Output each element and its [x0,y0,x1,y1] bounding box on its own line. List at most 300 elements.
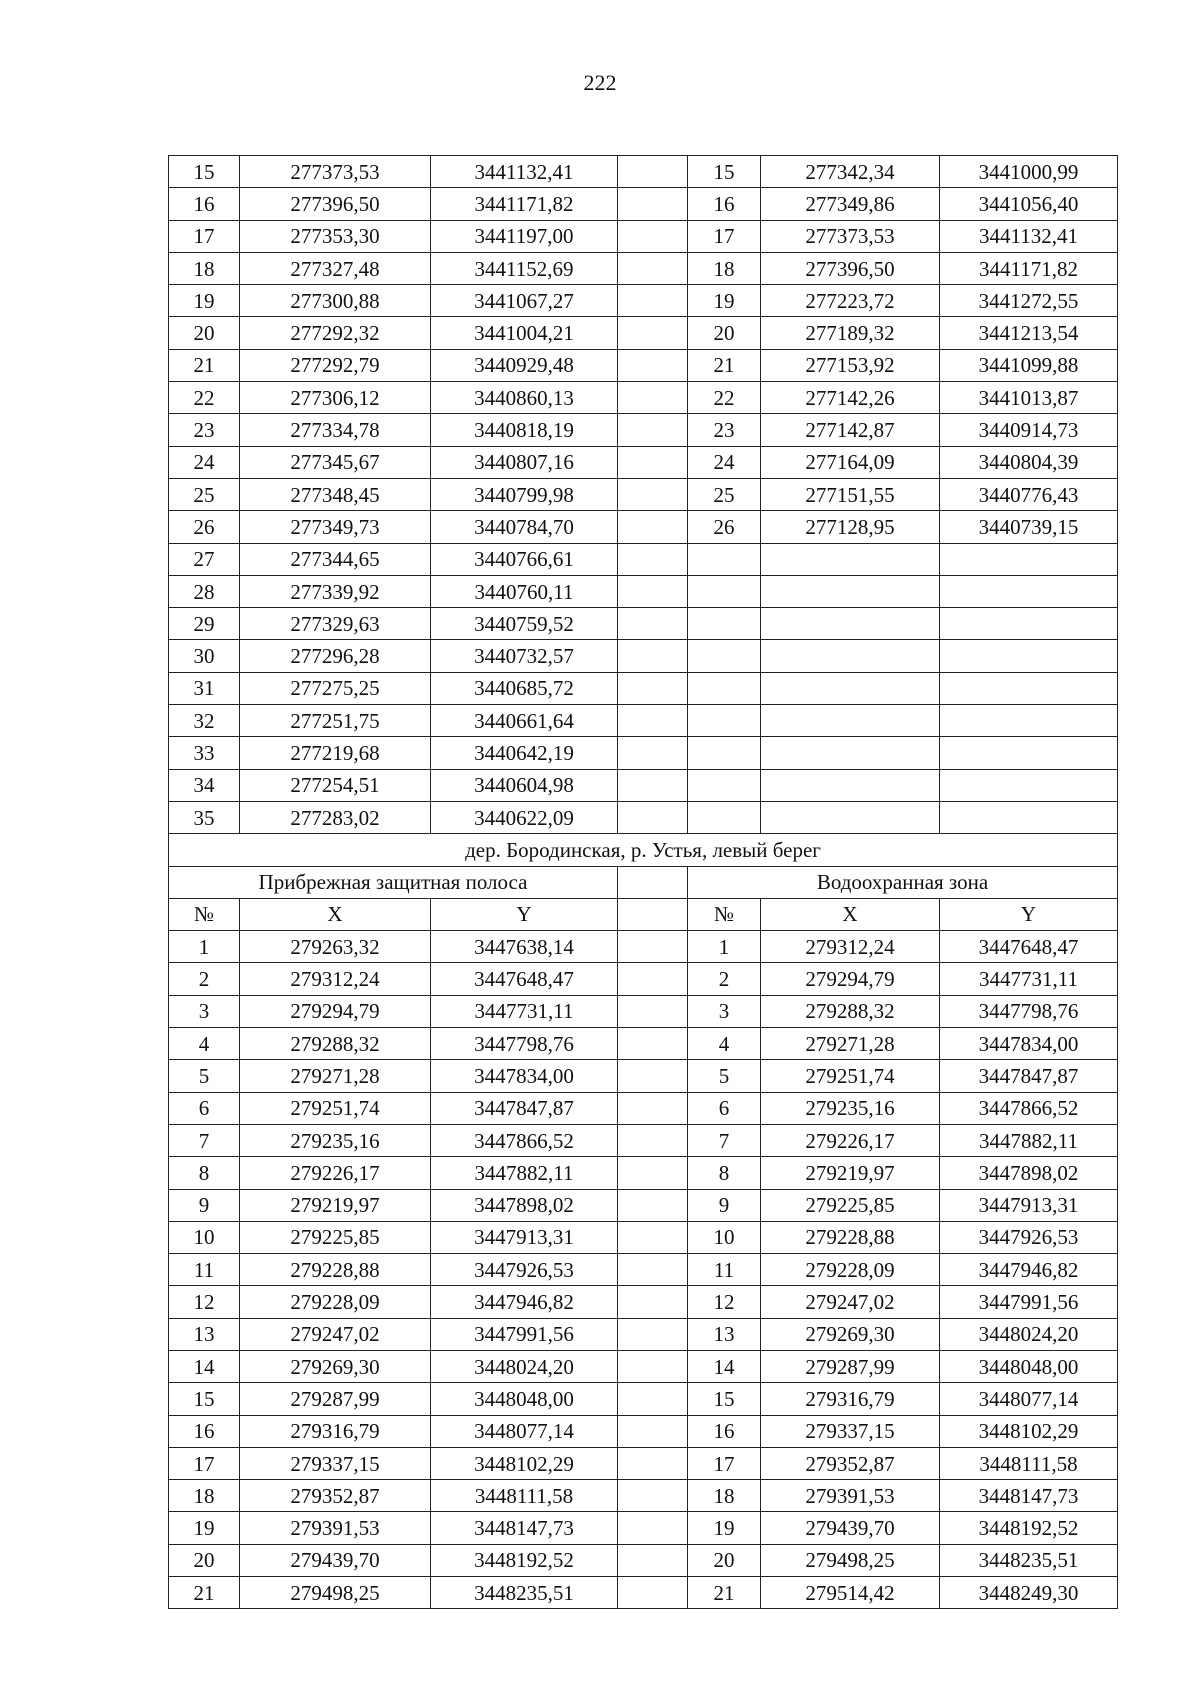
x-coordinate: 279228,09 [240,1286,431,1318]
gap-cell [618,1415,688,1447]
y-coordinate: 3441197,00 [431,220,618,252]
gap-cell [618,801,688,833]
x-coordinate: 279316,79 [240,1415,431,1447]
x-coordinate [761,640,940,672]
y-coordinate: 3448235,51 [940,1544,1118,1576]
point-number [688,608,761,640]
x-coordinate: 279269,30 [761,1318,940,1350]
x-coordinate: 279439,70 [240,1544,431,1576]
point-number: 20 [688,1544,761,1576]
table-row [169,995,1118,1027]
x-coordinate: 279498,25 [240,1577,431,1609]
point-number: 28 [169,575,240,607]
table-row [169,1480,1118,1512]
y-coordinate: 3448024,20 [431,1350,618,1382]
x-coordinate: 277296,28 [240,640,431,672]
y-coordinate: 3447946,82 [431,1286,618,1318]
gap-cell [618,349,688,381]
gap-cell [618,866,688,898]
x-coordinate: 277283,02 [240,801,431,833]
point-number: 12 [688,1286,761,1318]
table-row [169,931,1118,963]
x-coordinate: 279391,53 [240,1512,431,1544]
x-coordinate: 277396,50 [761,252,940,284]
x-coordinate: 277373,53 [761,220,940,252]
x-coordinate: 277142,87 [761,414,940,446]
point-number: 23 [169,414,240,446]
table-row [169,1221,1118,1253]
y-coordinate [940,543,1118,575]
table-row [169,1383,1118,1415]
gap-cell [618,575,688,607]
coordinate-table [168,155,1118,1609]
y-coordinate: 3447648,47 [940,931,1118,963]
table-row [169,543,1118,575]
x-coordinate: 279439,70 [761,1512,940,1544]
x-coordinate: 277342,34 [761,156,940,188]
y-coordinate: 3447847,87 [431,1092,618,1124]
section-title-row [169,834,1118,866]
subtable-title-row [169,866,1118,898]
x-coordinate: 279271,28 [240,1060,431,1092]
x-coordinate: 277142,26 [761,382,940,414]
header-number: № [688,898,761,930]
gap-cell [618,705,688,737]
point-number: 13 [169,1318,240,1350]
y-coordinate: 3441272,55 [940,285,1118,317]
y-coordinate: 3448077,14 [431,1415,618,1447]
gap-cell [618,285,688,317]
table-row [169,156,1118,188]
x-coordinate: 277306,12 [240,382,431,414]
x-coordinate: 277292,32 [240,317,431,349]
x-coordinate: 277219,68 [240,737,431,769]
x-coordinate: 279226,17 [761,1124,940,1156]
y-coordinate: 3440759,52 [431,608,618,640]
table-row [169,1060,1118,1092]
point-number: 24 [688,446,761,478]
table-row [169,801,1118,833]
point-number: 16 [688,188,761,220]
table-row [169,1189,1118,1221]
y-coordinate: 3447898,02 [940,1157,1118,1189]
gap-cell [618,511,688,543]
table-row [169,1577,1118,1609]
x-coordinate [761,705,940,737]
y-coordinate: 3447991,56 [940,1286,1118,1318]
y-coordinate: 3440804,39 [940,446,1118,478]
table-row [169,414,1118,446]
point-number: 14 [688,1350,761,1382]
y-coordinate: 3448024,20 [940,1318,1118,1350]
point-number: 20 [169,317,240,349]
point-number: 34 [169,769,240,801]
x-coordinate: 279251,74 [761,1060,940,1092]
table-row [169,705,1118,737]
y-coordinate: 3440732,57 [431,640,618,672]
y-coordinate [940,608,1118,640]
y-coordinate: 3448077,14 [940,1383,1118,1415]
gap-cell [618,1157,688,1189]
point-number: 18 [688,1480,761,1512]
point-number: 22 [688,382,761,414]
x-coordinate: 279235,16 [761,1092,940,1124]
point-number: 4 [169,1028,240,1060]
gap-cell [618,543,688,575]
x-coordinate: 279226,17 [240,1157,431,1189]
gap-cell [618,1577,688,1609]
point-number [688,640,761,672]
gap-cell [618,1447,688,1479]
gap-cell [618,446,688,478]
table-row [169,672,1118,704]
gap-cell [618,1286,688,1318]
y-coordinate: 3448102,29 [431,1447,618,1479]
table-row [169,1124,1118,1156]
x-coordinate: 279219,97 [240,1189,431,1221]
table-row [169,1157,1118,1189]
x-coordinate: 279225,85 [240,1221,431,1253]
point-number: 9 [169,1189,240,1221]
point-number: 18 [169,1480,240,1512]
y-coordinate: 3440929,48 [431,349,618,381]
coastal-strip-title: Прибрежная защитная полоса [169,866,618,898]
point-number: 21 [169,349,240,381]
point-number: 6 [169,1092,240,1124]
x-coordinate: 277327,48 [240,252,431,284]
x-coordinate: 277223,72 [761,285,940,317]
x-coordinate: 277349,73 [240,511,431,543]
y-coordinate: 3448048,00 [940,1350,1118,1382]
point-number: 7 [688,1124,761,1156]
x-coordinate: 279287,99 [761,1350,940,1382]
y-coordinate: 3440604,98 [431,769,618,801]
point-number: 15 [688,156,761,188]
point-number: 13 [688,1318,761,1350]
x-coordinate: 279316,79 [761,1383,940,1415]
y-coordinate: 3447731,11 [940,963,1118,995]
water-zone-title: Водоохранная зона [688,866,1118,898]
point-number: 10 [169,1221,240,1253]
point-number: 9 [688,1189,761,1221]
gap-cell [618,737,688,769]
y-coordinate: 3440661,64 [431,705,618,737]
gap-cell [618,995,688,1027]
point-number: 27 [169,543,240,575]
header-x: X [761,898,940,930]
y-coordinate: 3448111,58 [431,1480,618,1512]
y-coordinate: 3440642,19 [431,737,618,769]
x-coordinate [761,575,940,607]
point-number [688,737,761,769]
point-number: 2 [688,963,761,995]
y-coordinate: 3448147,73 [431,1512,618,1544]
point-number: 21 [688,1577,761,1609]
y-coordinate: 3447731,11 [431,995,618,1027]
y-coordinate: 3447648,47 [431,963,618,995]
table-row [169,769,1118,801]
point-number: 11 [169,1254,240,1286]
x-coordinate: 277254,51 [240,769,431,801]
x-coordinate: 277128,95 [761,511,940,543]
gap-cell [618,640,688,672]
x-coordinate: 279337,15 [761,1415,940,1447]
point-number: 29 [169,608,240,640]
x-coordinate: 279228,09 [761,1254,940,1286]
table-row [169,252,1118,284]
point-number: 19 [688,1512,761,1544]
point-number: 12 [169,1286,240,1318]
header-row [169,898,1118,930]
x-coordinate [761,543,940,575]
x-coordinate: 279269,30 [240,1350,431,1382]
point-number: 23 [688,414,761,446]
table-row [169,737,1118,769]
table-row [169,511,1118,543]
table-row [169,285,1118,317]
x-coordinate: 279247,02 [761,1286,940,1318]
y-coordinate: 3440739,15 [940,511,1118,543]
point-number: 11 [688,1254,761,1286]
gap-cell [618,478,688,510]
table-row [169,1254,1118,1286]
x-coordinate: 277339,92 [240,575,431,607]
point-number: 25 [688,478,761,510]
y-coordinate: 3448192,52 [431,1544,618,1576]
gap-cell [618,1318,688,1350]
gap-cell [618,898,688,930]
point-number: 35 [169,801,240,833]
y-coordinate [940,801,1118,833]
y-coordinate: 3448102,29 [940,1415,1118,1447]
point-number: 19 [169,285,240,317]
x-coordinate: 279287,99 [240,1383,431,1415]
gap-cell [618,1060,688,1092]
point-number [688,672,761,704]
x-coordinate: 277275,25 [240,672,431,704]
x-coordinate [761,608,940,640]
y-coordinate: 3447798,76 [431,1028,618,1060]
gap-cell [618,1350,688,1382]
table-row [169,1286,1118,1318]
table-row [169,640,1118,672]
table-row [169,478,1118,510]
y-coordinate: 3440685,72 [431,672,618,704]
y-coordinate: 3448111,58 [940,1447,1118,1479]
y-coordinate: 3441000,99 [940,156,1118,188]
x-coordinate: 277334,78 [240,414,431,446]
x-coordinate: 277151,55 [761,478,940,510]
point-number: 30 [169,640,240,672]
y-coordinate: 3448192,52 [940,1512,1118,1544]
x-coordinate: 279251,74 [240,1092,431,1124]
y-coordinate: 3440776,43 [940,478,1118,510]
y-coordinate: 3441132,41 [940,220,1118,252]
y-coordinate: 3441004,21 [431,317,618,349]
point-number: 26 [688,511,761,543]
header-y: Y [940,898,1118,930]
table-row [169,317,1118,349]
section-title: дер. Бородинская, р. Устья, левый берег [169,834,1118,866]
point-number [688,801,761,833]
table-row [169,1512,1118,1544]
gap-cell [618,1028,688,1060]
x-coordinate: 277189,32 [761,317,940,349]
gap-cell [618,1189,688,1221]
x-coordinate: 279225,85 [761,1189,940,1221]
y-coordinate: 3440784,70 [431,511,618,543]
x-coordinate: 279288,32 [761,995,940,1027]
point-number: 17 [688,220,761,252]
table-row [169,188,1118,220]
point-number: 22 [169,382,240,414]
gap-cell [618,156,688,188]
y-coordinate: 3447898,02 [431,1189,618,1221]
table-row [169,1544,1118,1576]
y-coordinate: 3440807,16 [431,446,618,478]
x-coordinate: 279337,15 [240,1447,431,1479]
x-coordinate: 277349,86 [761,188,940,220]
point-number: 19 [169,1512,240,1544]
x-coordinate: 279294,79 [761,963,940,995]
gap-cell [618,188,688,220]
x-coordinate: 279247,02 [240,1318,431,1350]
y-coordinate: 3447798,76 [940,995,1118,1027]
gap-cell [618,769,688,801]
table-row [169,608,1118,640]
point-number [688,769,761,801]
point-number: 17 [688,1447,761,1479]
point-number: 25 [169,478,240,510]
y-coordinate: 3447926,53 [940,1221,1118,1253]
y-coordinate: 3440818,19 [431,414,618,446]
gap-cell [618,672,688,704]
y-coordinate: 3440914,73 [940,414,1118,446]
x-coordinate: 279219,97 [761,1157,940,1189]
point-number: 16 [688,1415,761,1447]
gap-cell [618,317,688,349]
y-coordinate: 3447913,31 [940,1189,1118,1221]
x-coordinate: 277373,53 [240,156,431,188]
table-row [169,1028,1118,1060]
y-coordinate: 3440760,11 [431,575,618,607]
point-number: 10 [688,1221,761,1253]
y-coordinate: 3448235,51 [431,1577,618,1609]
y-coordinate: 3447866,52 [940,1092,1118,1124]
point-number: 1 [169,931,240,963]
x-coordinate: 279263,32 [240,931,431,963]
table-row [169,1415,1118,1447]
y-coordinate: 3447882,11 [431,1157,618,1189]
y-coordinate: 3441171,82 [940,252,1118,284]
x-coordinate: 279271,28 [761,1028,940,1060]
y-coordinate: 3447834,00 [940,1028,1118,1060]
gap-cell [618,382,688,414]
y-coordinate: 3448249,30 [940,1577,1118,1609]
point-number: 31 [169,672,240,704]
x-coordinate [761,737,940,769]
y-coordinate [940,640,1118,672]
header-number: № [169,898,240,930]
y-coordinate: 3447882,11 [940,1124,1118,1156]
y-coordinate: 3447991,56 [431,1318,618,1350]
header-x: X [240,898,431,930]
point-number: 15 [169,1383,240,1415]
point-number: 20 [688,317,761,349]
point-number: 15 [688,1383,761,1415]
point-number: 15 [169,156,240,188]
point-number: 8 [688,1157,761,1189]
x-coordinate: 277300,88 [240,285,431,317]
table-row [169,1447,1118,1479]
y-coordinate [940,769,1118,801]
table-row [169,1350,1118,1382]
x-coordinate: 277329,63 [240,608,431,640]
y-coordinate: 3441171,82 [431,188,618,220]
y-coordinate [940,672,1118,704]
gap-cell [618,1544,688,1576]
x-coordinate: 277344,65 [240,543,431,575]
point-number: 17 [169,220,240,252]
header-y: Y [431,898,618,930]
table-row [169,1318,1118,1350]
y-coordinate: 3440622,09 [431,801,618,833]
point-number: 4 [688,1028,761,1060]
point-number: 18 [688,252,761,284]
gap-cell [618,608,688,640]
y-coordinate: 3441132,41 [431,156,618,188]
point-number: 14 [169,1350,240,1382]
y-coordinate: 3447638,14 [431,931,618,963]
gap-cell [618,1092,688,1124]
y-coordinate: 3447926,53 [431,1254,618,1286]
x-coordinate: 277164,09 [761,446,940,478]
point-number: 24 [169,446,240,478]
x-coordinate: 279288,32 [240,1028,431,1060]
y-coordinate: 3447834,00 [431,1060,618,1092]
x-coordinate: 277396,50 [240,188,431,220]
gap-cell [618,1254,688,1286]
y-coordinate: 3441056,40 [940,188,1118,220]
table-row [169,963,1118,995]
y-coordinate: 3441152,69 [431,252,618,284]
point-number: 16 [169,188,240,220]
point-number [688,543,761,575]
point-number: 19 [688,285,761,317]
gap-cell [618,1512,688,1544]
x-coordinate: 279391,53 [761,1480,940,1512]
point-number: 8 [169,1157,240,1189]
point-number: 2 [169,963,240,995]
point-number: 21 [169,1577,240,1609]
point-number: 7 [169,1124,240,1156]
y-coordinate [940,737,1118,769]
point-number: 5 [688,1060,761,1092]
y-coordinate: 3440766,61 [431,543,618,575]
y-coordinate: 3447913,31 [431,1221,618,1253]
point-number: 5 [169,1060,240,1092]
point-number: 21 [688,349,761,381]
gap-cell [618,414,688,446]
table-row [169,220,1118,252]
gap-cell [618,1124,688,1156]
point-number: 32 [169,705,240,737]
point-number: 33 [169,737,240,769]
x-coordinate: 277345,67 [240,446,431,478]
x-coordinate: 279228,88 [761,1221,940,1253]
point-number: 18 [169,252,240,284]
y-coordinate: 3441013,87 [940,382,1118,414]
